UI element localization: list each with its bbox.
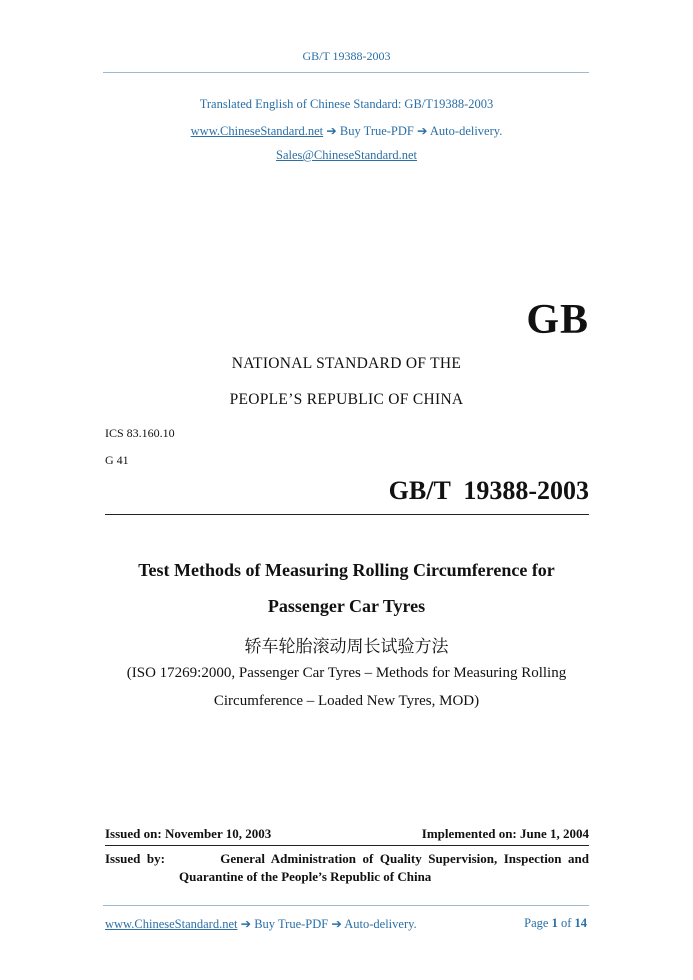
issued-by-label: Issued by: <box>105 851 165 866</box>
page-of: of <box>560 916 572 930</box>
ics-code: ICS 83.160.10 <box>105 426 175 440</box>
gb-logo: GB <box>526 297 589 343</box>
footer-purchase-line <box>105 916 417 932</box>
implemented-on: Implemented on: June 1, 2004 <box>421 826 589 841</box>
issued-by-line1: General Administration of Quality Supervision, Inspection and <box>220 851 589 866</box>
email-line <box>0 148 693 163</box>
standard-number-rule <box>105 514 589 515</box>
national-standard-line1: NATIONAL STANDARD OF THE <box>231 355 462 372</box>
iso-reference-line2: Circumference – Loaded New Tyres, MOD) <box>213 693 480 709</box>
page-current: 1 <box>551 916 558 930</box>
issue-rule <box>105 845 589 846</box>
title-line2: Passenger Car Tyres <box>267 596 426 616</box>
page-label: Page <box>524 916 549 930</box>
issued-on: Issued on: November 10, 2003 <box>105 826 272 841</box>
email-link[interactable]: Sales@ChineseStandard.net <box>276 148 417 162</box>
header-rule <box>103 72 589 73</box>
footer-buy-text: ➔ Buy True-PDF ➔ Auto-delivery. <box>237 917 417 931</box>
iso-reference-line1: (ISO 17269:2000, Passenger Car Tyres – Methods for Measuring Rolling <box>126 665 567 681</box>
site-link[interactable]: www.ChineseStandard.net <box>190 124 324 138</box>
page-total: 14 <box>574 916 587 930</box>
national-standard-line2: PEOPLE’S REPUBLIC OF CHINA <box>229 391 464 408</box>
running-header: GB/T 19388-2003 <box>302 49 391 63</box>
title-line1: Test Methods of Measuring Rolling Circumference for <box>138 560 555 580</box>
footer-site-link[interactable]: www.ChineseStandard.net <box>105 917 238 931</box>
chinese-title: 轿车轮胎滚动周长试验方法 <box>244 637 449 657</box>
translated-notice: Translated English of Chinese Standard: GB/T19388-2003 <box>199 97 494 111</box>
standard-number: GB/T 19388-2003 <box>388 476 589 505</box>
footer-rule <box>103 905 589 906</box>
purchase-line <box>0 123 693 139</box>
classification-code: G 41 <box>105 453 129 467</box>
buy-text: ➔ Buy True-PDF ➔ Auto-delivery. <box>323 124 503 138</box>
page-indicator <box>524 916 587 931</box>
issued-by-line2: Quarantine of the People’s Republic of China <box>179 869 432 884</box>
